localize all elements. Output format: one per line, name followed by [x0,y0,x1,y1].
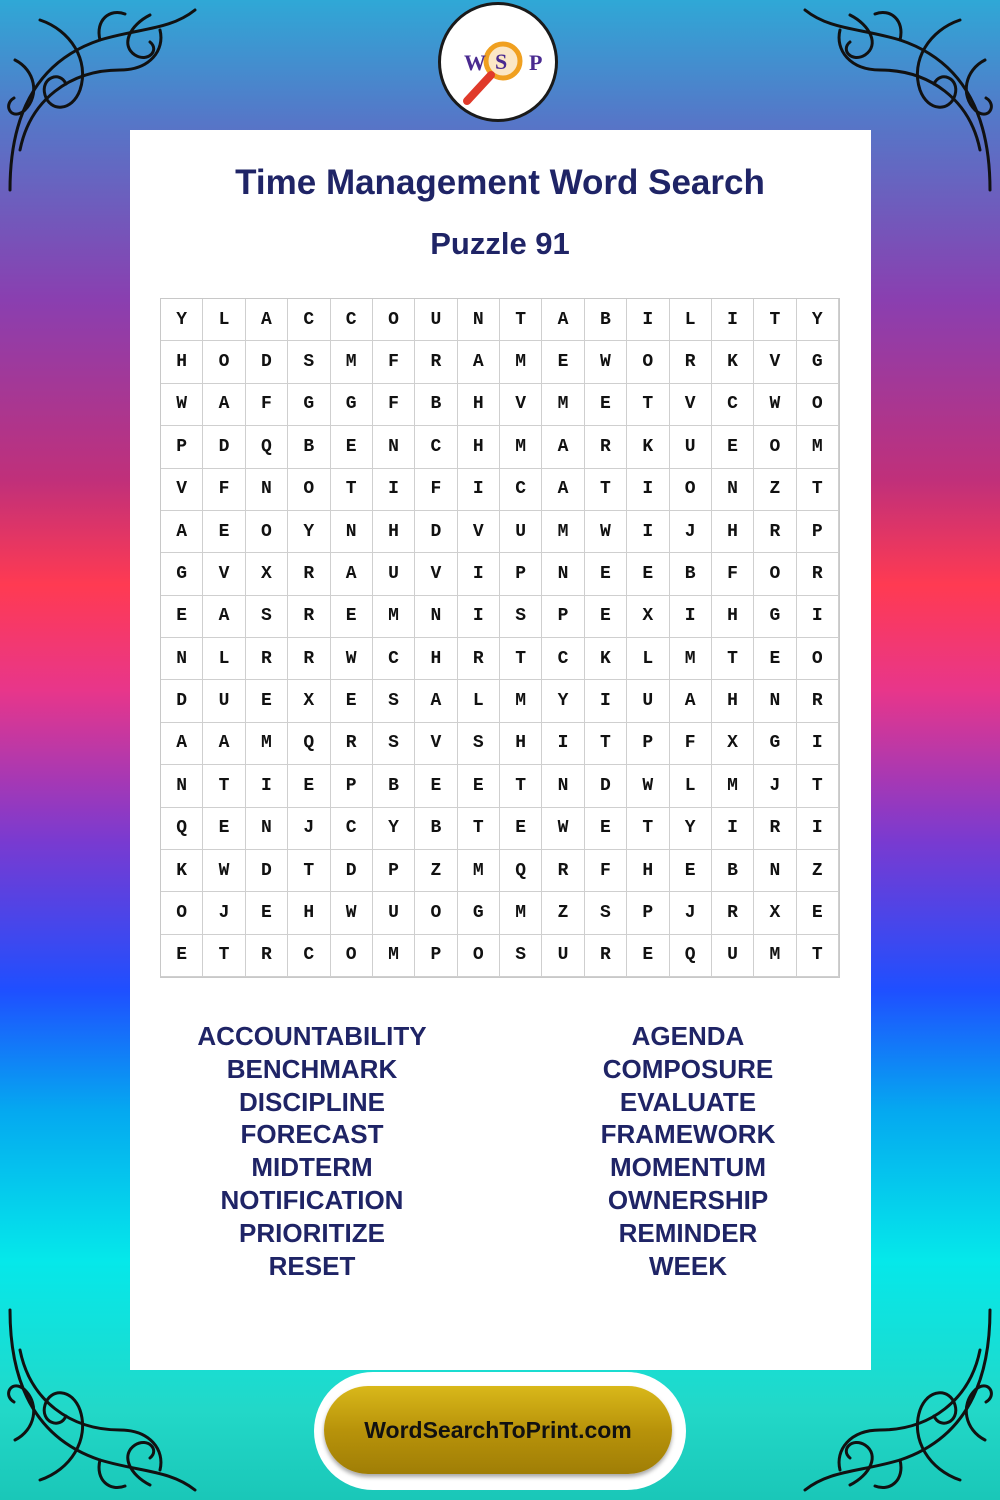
grid-cell: H [458,384,500,426]
grid-cell: V [754,341,796,383]
grid-cell: J [288,808,330,850]
grid-cell: V [203,553,245,595]
grid-cell: N [754,680,796,722]
grid-cell: I [797,723,839,765]
grid-cell: O [627,341,669,383]
grid-cell: S [373,680,415,722]
grid-cell: P [373,850,415,892]
grid-cell: V [415,723,457,765]
grid-cell: E [797,892,839,934]
grid-cell: B [670,553,712,595]
grid-cell: L [203,638,245,680]
grid-cell: R [288,596,330,638]
grid-cell: F [712,553,754,595]
grid-cell: T [203,765,245,807]
grid-cell: T [585,469,627,511]
grid-cell: C [542,638,584,680]
grid-cell: S [585,892,627,934]
grid-cell: I [458,596,500,638]
grid-cell: W [585,341,627,383]
grid-cell: T [797,935,839,977]
grid-cell: M [542,511,584,553]
grid-cell: A [670,680,712,722]
grid-cell: I [712,299,754,341]
word-list-left [162,1020,462,1282]
grid-cell: R [458,638,500,680]
grid-cell: A [458,341,500,383]
grid-cell: O [797,638,839,680]
grid-cell: D [161,680,203,722]
grid-cell: P [415,935,457,977]
grid-cell: O [415,892,457,934]
grid-cell: Q [288,723,330,765]
grid-cell: G [458,892,500,934]
grid-cell: N [542,553,584,595]
word-item: COMPOSURE [602,1053,774,1084]
grid-cell: T [331,469,373,511]
grid-cell: L [670,765,712,807]
grid-cell: V [670,384,712,426]
grid-cell: T [500,765,542,807]
word-item: FORECAST [240,1119,384,1150]
grid-cell: N [712,469,754,511]
grid-cell: M [331,341,373,383]
grid-cell: M [797,426,839,468]
grid-cell: O [203,341,245,383]
grid-cell: F [373,384,415,426]
word-item: REMINDER [618,1217,758,1248]
grid-cell: Y [542,680,584,722]
grid-cell: N [161,765,203,807]
word-item: RESET [268,1250,356,1281]
grid-cell: I [458,553,500,595]
grid-cell: A [542,299,584,341]
grid-cell: O [161,892,203,934]
grid-cell: M [500,426,542,468]
grid-cell: B [415,808,457,850]
grid-cell: B [712,850,754,892]
grid-cell: H [712,511,754,553]
grid-cell: V [458,511,500,553]
grid-cell: U [203,680,245,722]
grid-cell: I [670,596,712,638]
grid-cell: M [712,765,754,807]
grid-cell: O [797,384,839,426]
grid-cell: E [288,765,330,807]
grid-cell: W [161,384,203,426]
grid-cell: N [754,850,796,892]
grid-cell: T [500,638,542,680]
grid-cell: C [331,299,373,341]
grid-cell: E [415,765,457,807]
page-title: Time Management Word Search [235,163,765,202]
grid-cell: H [500,723,542,765]
grid-cell: E [500,808,542,850]
grid-cell: J [203,892,245,934]
grid-cell: T [797,469,839,511]
word-item: ACCOUNTABILITY [197,1021,427,1051]
grid-cell: Y [288,511,330,553]
grid-cell: T [288,850,330,892]
grid-cell: E [246,892,288,934]
grid-cell: E [585,596,627,638]
grid-cell: E [754,638,796,680]
grid-cell: J [754,765,796,807]
word-item: DISCIPLINE [239,1086,385,1117]
grid-cell: I [458,469,500,511]
grid-cell: T [797,765,839,807]
grid-cell: I [373,469,415,511]
word-item: OWNERSHIP [607,1184,769,1215]
grid-cell: Z [797,850,839,892]
grid-cell: C [500,469,542,511]
grid-cell: W [331,892,373,934]
grid-cell: J [670,511,712,553]
grid-cell: Q [670,935,712,977]
grid-cell: R [415,341,457,383]
grid-cell: H [627,850,669,892]
grid-cell: U [373,892,415,934]
grid-cell: E [627,935,669,977]
grid-cell: A [542,426,584,468]
word-item: EVALUATE [619,1086,757,1117]
grid-cell: M [373,935,415,977]
grid-cell: T [712,638,754,680]
grid-cell: T [203,935,245,977]
grid-cell: R [797,553,839,595]
grid-cell: X [754,892,796,934]
grid-cell: I [246,765,288,807]
footer-badge [314,1372,686,1490]
grid-cell: E [161,596,203,638]
grid-cell: N [161,638,203,680]
grid-cell: E [585,808,627,850]
grid-cell: T [627,808,669,850]
grid-cell: R [246,638,288,680]
grid-cell: O [670,469,712,511]
grid-cell: O [373,299,415,341]
grid-cell: M [500,341,542,383]
grid-cell: X [712,723,754,765]
grid-cell: M [500,892,542,934]
grid-cell: C [712,384,754,426]
grid-cell: S [458,723,500,765]
grid-cell: G [797,341,839,383]
grid-cell: O [331,935,373,977]
grid-cell: H [712,680,754,722]
grid-cell: E [670,850,712,892]
grid-cell: A [203,384,245,426]
logo-letter-w: W [464,50,486,75]
grid-cell: E [161,935,203,977]
grid-cell: C [331,808,373,850]
grid-cell: C [288,935,330,977]
grid-cell: Y [797,299,839,341]
grid-cell: H [373,511,415,553]
grid-cell: L [458,680,500,722]
grid-cell: D [331,850,373,892]
grid-cell: E [712,426,754,468]
grid-cell: T [627,384,669,426]
grid-cell: P [797,511,839,553]
grid-cell: K [712,341,754,383]
grid-cell: G [331,384,373,426]
grid-cell: G [754,596,796,638]
grid-cell: K [585,638,627,680]
grid-cell: P [161,426,203,468]
grid-cell: D [203,426,245,468]
grid-cell: I [542,723,584,765]
grid-cell: W [331,638,373,680]
grid-cell: L [627,638,669,680]
grid-cell: U [373,553,415,595]
grid-cell: I [627,511,669,553]
grid-cell: B [415,384,457,426]
grid-cell: W [203,850,245,892]
grid-cell: P [627,723,669,765]
grid-cell: A [246,299,288,341]
grid-cell: E [585,384,627,426]
grid-cell: F [585,850,627,892]
grid-cell: P [500,553,542,595]
grid-cell: V [415,553,457,595]
word-item: FRAMEWORK [600,1119,776,1150]
grid-cell: X [246,553,288,595]
grid-cell: O [754,426,796,468]
grid-cell: E [627,553,669,595]
grid-cell: R [585,426,627,468]
letter-grid [160,298,840,978]
grid-cell: Q [246,426,288,468]
grid-cell: I [797,808,839,850]
grid-cell: M [670,638,712,680]
grid-cell: B [288,426,330,468]
grid-cell: P [542,596,584,638]
grid-cell: O [754,553,796,595]
word-item: MOMENTUM [610,1152,766,1183]
grid-cell: U [415,299,457,341]
grid-cell: A [415,680,457,722]
grid-cell: J [670,892,712,934]
grid-cell: I [797,596,839,638]
logo-letter-s: S [495,49,508,74]
grid-cell: M [754,935,796,977]
grid-cell: N [373,426,415,468]
word-item: WEEK [649,1250,727,1281]
grid-cell: S [246,596,288,638]
grid-cell: O [288,469,330,511]
grid-cell: R [712,892,754,934]
grid-cell: R [585,935,627,977]
grid-cell: M [542,384,584,426]
grid-cell: G [288,384,330,426]
grid-cell: N [331,511,373,553]
grid-cell: R [670,341,712,383]
grid-cell: N [246,808,288,850]
grid-cell: E [246,680,288,722]
grid-cell: D [246,850,288,892]
grid-cell: P [331,765,373,807]
grid-cell: W [585,511,627,553]
grid-cell: F [246,384,288,426]
grid-cell: M [246,723,288,765]
grid-cell: F [415,469,457,511]
grid-cell: O [246,511,288,553]
grid-cell: E [203,511,245,553]
grid-cell: T [458,808,500,850]
grid-cell: S [500,935,542,977]
grid-cell: E [203,808,245,850]
grid-cell: A [203,723,245,765]
grid-cell: R [754,511,796,553]
grid-cell: Y [670,808,712,850]
grid-cell: Y [161,299,203,341]
grid-cell: D [415,511,457,553]
grid-cell: C [373,638,415,680]
grid-cell: N [246,469,288,511]
grid-cell: O [458,935,500,977]
grid-cell: V [500,384,542,426]
word-item: BENCHMARK [226,1053,398,1084]
grid-cell: L [203,299,245,341]
grid-cell: R [542,850,584,892]
grid-cell: U [670,426,712,468]
grid-cell: A [542,469,584,511]
grid-cell: F [373,341,415,383]
grid-cell: C [415,426,457,468]
grid-cell: R [754,808,796,850]
grid-cell: K [161,850,203,892]
grid-cell: Z [542,892,584,934]
grid-cell: I [627,299,669,341]
grid-cell: U [500,511,542,553]
grid-cell: Q [500,850,542,892]
grid-cell: N [542,765,584,807]
grid-cell: E [542,341,584,383]
grid-cell: A [203,596,245,638]
grid-cell: I [627,469,669,511]
grid-cell: U [712,935,754,977]
grid-cell: H [458,426,500,468]
grid-cell: M [458,850,500,892]
grid-cell: B [585,299,627,341]
grid-cell: E [331,680,373,722]
grid-cell: A [331,553,373,595]
grid-cell: H [712,596,754,638]
grid-cell: G [161,553,203,595]
grid-cell: D [246,341,288,383]
grid-cell: H [161,341,203,383]
grid-cell: T [585,723,627,765]
wsp-logo [438,2,558,122]
grid-cell: E [331,596,373,638]
grid-cell: Z [754,469,796,511]
grid-cell: F [203,469,245,511]
grid-cell: E [585,553,627,595]
grid-cell: V [161,469,203,511]
grid-cell: R [797,680,839,722]
grid-cell: A [161,511,203,553]
grid-cell: A [161,723,203,765]
word-item: PRIORITIZE [239,1217,385,1248]
grid-cell: H [288,892,330,934]
site-link[interactable]: WordSearchToPrint.com [324,1386,672,1474]
grid-cell: R [288,553,330,595]
grid-cell: W [627,765,669,807]
grid-cell: F [670,723,712,765]
grid-cell: Q [161,808,203,850]
grid-cell: N [458,299,500,341]
grid-cell: W [754,384,796,426]
grid-cell: B [373,765,415,807]
grid-cell: T [500,299,542,341]
word-list-right [538,1020,838,1282]
grid-cell: U [627,680,669,722]
grid-cell: S [500,596,542,638]
grid-cell: E [331,426,373,468]
grid-cell: T [754,299,796,341]
grid-cell: Z [415,850,457,892]
grid-cell: R [331,723,373,765]
grid-cell: M [373,596,415,638]
grid-cell: S [288,341,330,383]
grid-cell: E [458,765,500,807]
grid-cell: S [373,723,415,765]
grid-cell: W [542,808,584,850]
logo-letter-p: P [529,50,543,75]
grid-cell: R [288,638,330,680]
grid-cell: N [415,596,457,638]
grid-cell: R [246,935,288,977]
grid-cell: H [415,638,457,680]
grid-cell: I [712,808,754,850]
grid-cell: C [288,299,330,341]
grid-cell: I [585,680,627,722]
grid-cell: L [670,299,712,341]
grid-cell: U [542,935,584,977]
grid-cell: X [288,680,330,722]
grid-cell: M [500,680,542,722]
magnifier-icon [441,5,555,119]
puzzle-number: Puzzle 91 [430,226,570,261]
word-item: MIDTERM [251,1152,373,1183]
grid-cell: D [585,765,627,807]
grid-cell: P [627,892,669,934]
grid-cell: K [627,426,669,468]
word-item: NOTIFICATION [220,1184,404,1215]
word-item: AGENDA [631,1021,745,1051]
grid-cell: Y [373,808,415,850]
grid-cell: X [627,596,669,638]
grid-cell: G [754,723,796,765]
